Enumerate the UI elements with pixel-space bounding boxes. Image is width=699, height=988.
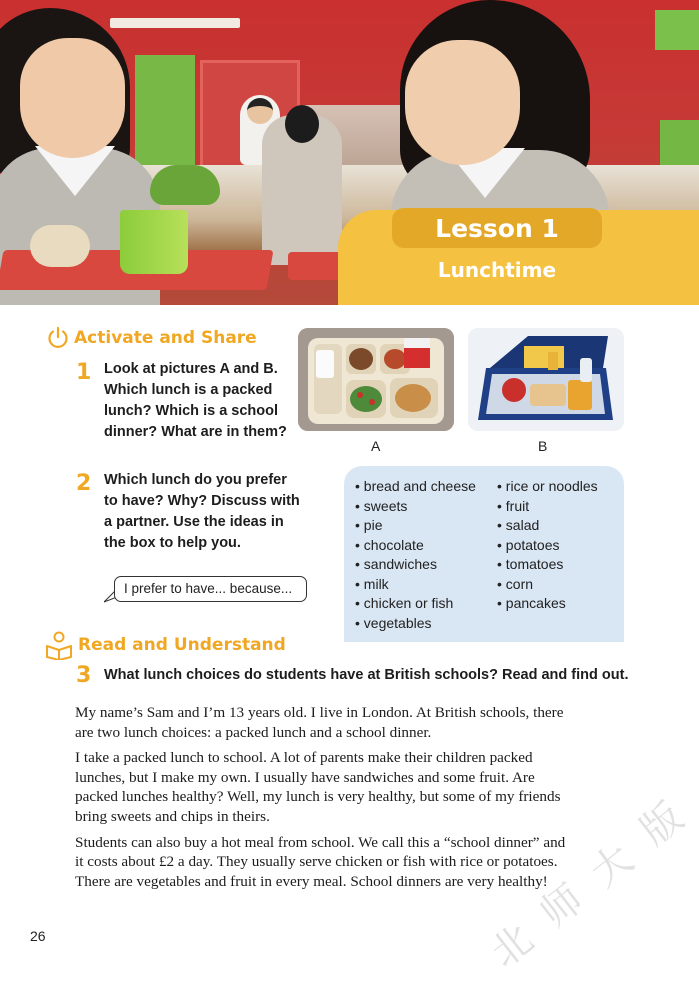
read-heading [44, 630, 286, 660]
step-1-line: dinner? What are in them? [104, 424, 287, 440]
wrap-food [30, 225, 90, 267]
ideas-column-2 [497, 477, 598, 614]
picture-a-school-dinner [298, 328, 454, 431]
idea-item: • fruit [497, 497, 598, 517]
step-1-line: Which lunch is a packed [104, 382, 273, 398]
step-2-line: to have? Why? Discuss with [104, 493, 300, 509]
step-2-line: a partner. Use the ideas in [104, 514, 284, 530]
idea-item: • corn [497, 575, 598, 595]
step-1-line: lunch? Which is a school [104, 403, 279, 419]
picture-b-label: B [538, 438, 548, 454]
step-1-text [104, 359, 289, 443]
speech-bubble: I prefer to have... because... [114, 576, 307, 602]
lesson-title: Lesson 1 [435, 214, 559, 243]
step-3-number: 3 [76, 663, 92, 688]
activate-heading [46, 326, 257, 350]
reading-paragraph: Students can also buy a hot meal from school. We call this a “school dinner” and it costs about £2 a day. They usually serve chicken or fish with rice or potatoes. There are vegetables and fruit in every meal. School dinners are very healthy! [75, 833, 566, 890]
idea-item: • chocolate [355, 536, 476, 556]
cook-head [247, 98, 273, 124]
step-1-number: 1 [76, 360, 92, 385]
idea-item: • pancakes [497, 594, 598, 614]
student-back-head [285, 105, 319, 143]
page-number: 26 [30, 928, 46, 944]
step-1-line: Look at pictures A and B. [104, 361, 278, 377]
hero-photo [0, 0, 699, 305]
idea-item: • potatoes [497, 536, 598, 556]
idea-item: • milk [355, 575, 476, 595]
ideas-column-1 [355, 477, 476, 633]
step-2-text [104, 470, 304, 554]
idea-item: • sweets [355, 497, 476, 517]
picture-a-label: A [371, 438, 381, 454]
reading-passage [75, 703, 635, 897]
reader-icon [44, 630, 74, 660]
lettuce [150, 165, 220, 205]
idea-item: • pie [355, 516, 476, 536]
idea-item: • sandwiches [355, 555, 476, 575]
step-2-line: Which lunch do you prefer [104, 472, 287, 488]
publisher-watermark: 北 师 大 版 [482, 793, 693, 977]
step-3-text: What lunch choices do students have at British schools? Read and find out. [104, 667, 629, 683]
green-cup [120, 210, 188, 274]
idea-item: • rice or noodles [497, 477, 598, 497]
wall-panel [655, 10, 699, 50]
read-heading-text: Read and Understand [78, 635, 286, 655]
idea-item: • chicken or fish [355, 594, 476, 614]
picture-b-packed-lunch [468, 328, 624, 431]
reading-paragraph: I take a packed lunch to school. A lot of parents make their children packed lunches, but I make my own. I usually have sandwiches and some fruit. Are packed lunches healthy? Well, my lunch is very healthy, but some of my friends bring sweets and chips in theirs. [75, 749, 561, 825]
idea-item: • bread and cheese [355, 477, 476, 497]
ideas-box [344, 466, 624, 642]
activate-heading-text: Activate and Share [74, 328, 257, 348]
step-2-line: the box to help you. [104, 535, 241, 551]
idea-item: • tomatoes [497, 555, 598, 575]
idea-item: • vegetables [355, 614, 476, 634]
power-icon [46, 326, 70, 350]
idea-item: • salad [497, 516, 598, 536]
girl-right [370, 0, 610, 240]
lesson-subtitle: Lunchtime [437, 258, 557, 282]
reading-paragraph: My name’s Sam and I’m 13 years old. I live in London. At British schools, there are two lunch choices: a packed lunch and a school dinner. [75, 704, 564, 741]
step-2-number: 2 [76, 471, 92, 496]
